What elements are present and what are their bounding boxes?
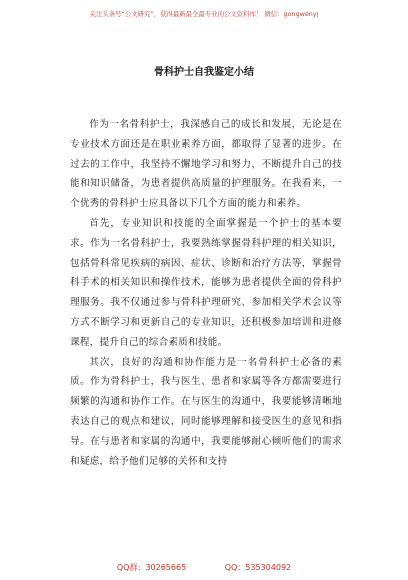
header-banner: 关注头条号“公文研究”，获得最新最全最专业的公文资料库！ 微信：gongwenyj <box>89 10 319 18</box>
footer-qq-group: QQ群：30265665 <box>116 563 187 572</box>
paragraph-3: 其次，良好的沟通和协作能力是一名骨科护士必备的素质。作为骨科护士，我与医生、患者和家属等各方都需要进行频繁的沟通和协作工作。在与医生的沟通中，我要能够清晰地表达自己的观点和建议，同时能够理解和接受医生的意见和指导。在与患者和家属的沟通中，我要能够耐心倾听他们的需求和疑虑，给予他们足够的关怀和支持 <box>70 356 342 467</box>
footer-qq-contact: QQ：535304092 <box>224 563 292 572</box>
document-body <box>70 115 342 471</box>
footer-bar <box>0 560 408 576</box>
paragraph-2: 首先，专业知识和技能的全面掌握是一个护士的基本要求。作为一名骨科护士，我要熟练掌握骨科护理的相关知识，包括骨科常见疾病的病因、症状、诊断和治疗方法等，掌握骨科手术的相关知识和操作技术，能够为患者提供全面的骨科护理服务。我不仅通过参与骨科护理研究、参加相关学术会议等方式不断学习和更新自己的专业知识，还积极参加培训和进修课程，提升自己的综合素质和技能。 <box>70 217 342 348</box>
page-title: 骨科护士自我鉴定小结 <box>154 67 254 78</box>
paragraph-1: 作为一名骨科护士，我深感自己的成长和发展，无论是在专业技术方面还是在职业素养方面，都取得了显著的进步。在过去的工作中，我坚持不懈地学习和努力，不断提升自己的技能和知识储备，为患者提供高质量的护理服务。在我看来，一个优秀的骨科护士应具备以下几个方面的能力和素养。 <box>70 119 342 210</box>
